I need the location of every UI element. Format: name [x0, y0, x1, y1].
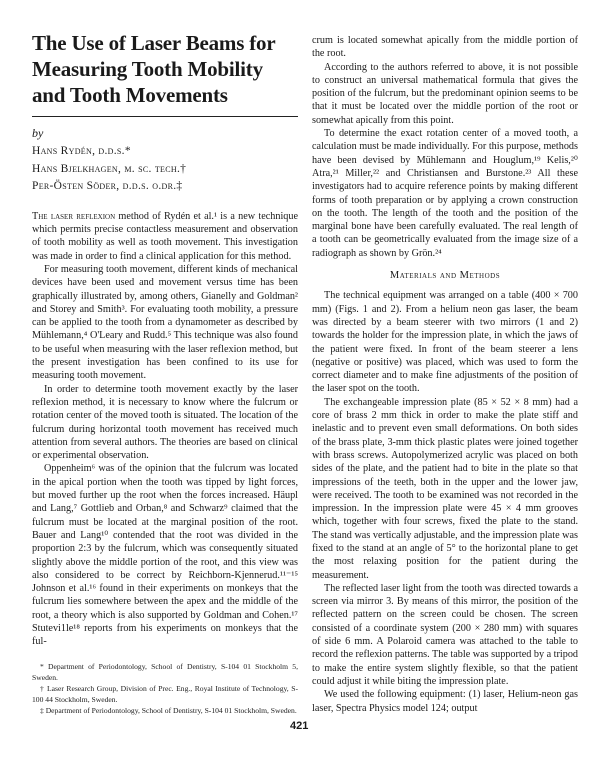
author: Hans Rydén, d.d.s.* — [32, 145, 131, 158]
paragraph: The technical equipment was arranged on a table (400 × 700 mm) (Figs. 1 and 2). From a helium neon gas laser, the beam was directed by a beam steerer with two mirrors (1 and 2) towards the holder for the impression plate, in which the jaws of the patient were fixed. In front of the beam steerer a lens (negative or positive) was placed, which was used to form the correct diameter and to make fine adjustments of the position of the laser spot on the tooth. — [312, 290, 578, 395]
author: Per-Östen Söder, d.d.s. o.dr.‡ — [32, 180, 183, 193]
title-rule — [32, 116, 298, 117]
paragraph-text: method of Rydén et al.¹ is a new technique which permits precise contactless measurement and observation of tooth mobility as well as tooth movement. This investigation was made in order to find a clinical application for this method. — [32, 210, 299, 262]
paragraph: According to the authors referred to above, it is not possible to construct an universal mathematical formula that gives the position of the fulcrum, but the predominant opinion seems to be that it must be located over the middle portion of the root or somewhat apically from this point. — [312, 61, 578, 126]
footnotes — [32, 661, 298, 716]
article-title — [32, 30, 298, 108]
paragraph: The exchangeable impression plate (85 × 52 × 8 mm) had a core of brass 2 mm thick in order to make the plate stiff and inelastic and to prevent even small deformations. On both sides of the brass plate, 3-mm thick plastic plates were joined together with brass screws. Autopolymerized acrylic was placed on both sides of the plate, and the patient had to bite in the plate so that impressions of the teeth, both in the upper and the lower jaw, were received. The tooth to be examined was not recorded in the impression. In the impression plate were 45 × 4 mm grooves which, together with four screws, fixed the plate to the stand. The stand was vertically adjustable, and the impression plate was fixed to the stand at an angle of 5° to the horizontal plane to get the most relaxing position for the patient during the measurement. — [312, 396, 578, 581]
paragraph: Oppenheim⁶ was of the opinion that the fulcrum was located in the apical portion when the tooth was tipped by light forces, but moved further up the root when the forces increased. Häupl and Lang,⁷ Gottlieb and Orban,⁸ and Schwarz⁹ claimed that the fulcrum must be located at the marginal position of the root. Bauer and Lang¹⁰ contended that the root was divided in the proportion 2:3 by the fulcrum, which was consequently situated slightly above the middle portion of the root, and this view was also considered to be correct by Reichborn-Kjennerud.¹¹⁻¹⁵ Johnson et al.¹⁶ found in their experiments on monkeys that the fulcrum lies somewhere between the apex and the middle of the root, a theory which is also supported by Goldman and Cohen.¹⁷ Stutevi1le¹⁸ reports from his experiments on monkeys that the ful- — [32, 463, 298, 648]
left-column — [32, 30, 298, 716]
section-heading: Materials and Methods — [389, 270, 501, 282]
paragraph — [32, 210, 298, 263]
paragraph: The reflected laser light from the tooth was directed towards a screen via mirror 3. By means of this mirror, the position of the reflected pattern on the screen could be chosen. The screen consisted of a coordinate system (200 × 280 mm) with squares of side 6 mm. A Polaroid camera was attached to the table to record the reflexion patterns. The table was supported by a tripod to make the entire system slightly flexible, so that the patient could adjust it while biting the impression plate. — [312, 582, 579, 687]
right-column — [312, 34, 578, 715]
title-line: The Use of Laser Beams for — [32, 31, 276, 55]
byline: by — [32, 126, 44, 140]
author-list — [32, 143, 298, 196]
footnote: ‡ Department of Periodontology, School of Dentistry, S-104 01 Stockholm, Sweden. — [40, 705, 297, 715]
author: Hans Bjelkhagen, m. sc. tech.† — [32, 162, 187, 175]
paragraph: To determine the exact rotation center of a moved tooth, a calculation must be made individually. For this purpose, methods have been devised by Mühlemann and Houglum,¹⁹ Kelis,²⁰ Atra,²¹ Miller,²² and Christiansen and Burstone.²³ All these investigators had to acquire reference points by making different forms of tooth preparation or by applying a crown construction on the tooth. The length of the tooth and the position of the marginal bone have been carefully evaluated. The real length of a tooth can be geometrically evaluated from the image size of a radiograph as shown by Grön.²⁴ — [312, 128, 578, 259]
page-number: 421 — [290, 720, 309, 732]
footnote: † Laser Research Group, Division of Prec. Eng., Royal Institute of Technology, S-100 44 Stockholm, Sweden. — [32, 683, 298, 704]
footnote: * Department of Periodontology, School of Dentistry, S-104 01 Stockholm 5, Sweden. — [32, 661, 298, 682]
lead-in: The laser reflexion — [32, 210, 116, 222]
title-line: Measuring Tooth Mobility — [32, 57, 263, 81]
title-line: and Tooth Movements — [32, 83, 228, 107]
paragraph: We used the following equipment: (1) laser, Helium-neon gas laser, Spectra Physics model 124; output — [312, 689, 578, 714]
paragraph: For measuring tooth movement, different kinds of mechanical devices have been used and movement versus time has been graphically illustrated by, among others, Gianelly and Goldman² and Storey and Smith³. For evaluating tooth mobility, a pressure can be applied to the tooth from a dynamometer as described by Mühlemann,⁴ O'Leary and Rudd.⁵ This technique was also found to be useful when measuring with the laser reflexion method, but the present investigation has been confined to its use for measuring tooth movement. — [32, 263, 298, 382]
paragraph: crum is located somewhat apically from the middle portion of the root. — [312, 35, 578, 60]
paragraph: In order to determine tooth movement exactly by the laser reflexion method, it is necessary to know where the fulcrum or rotation center of the moved tooth is situated. The location of the fulcrum during horizontal tooth movement has received much attention from several authors. The theories are based on clinical or experimental observation. — [32, 383, 298, 462]
